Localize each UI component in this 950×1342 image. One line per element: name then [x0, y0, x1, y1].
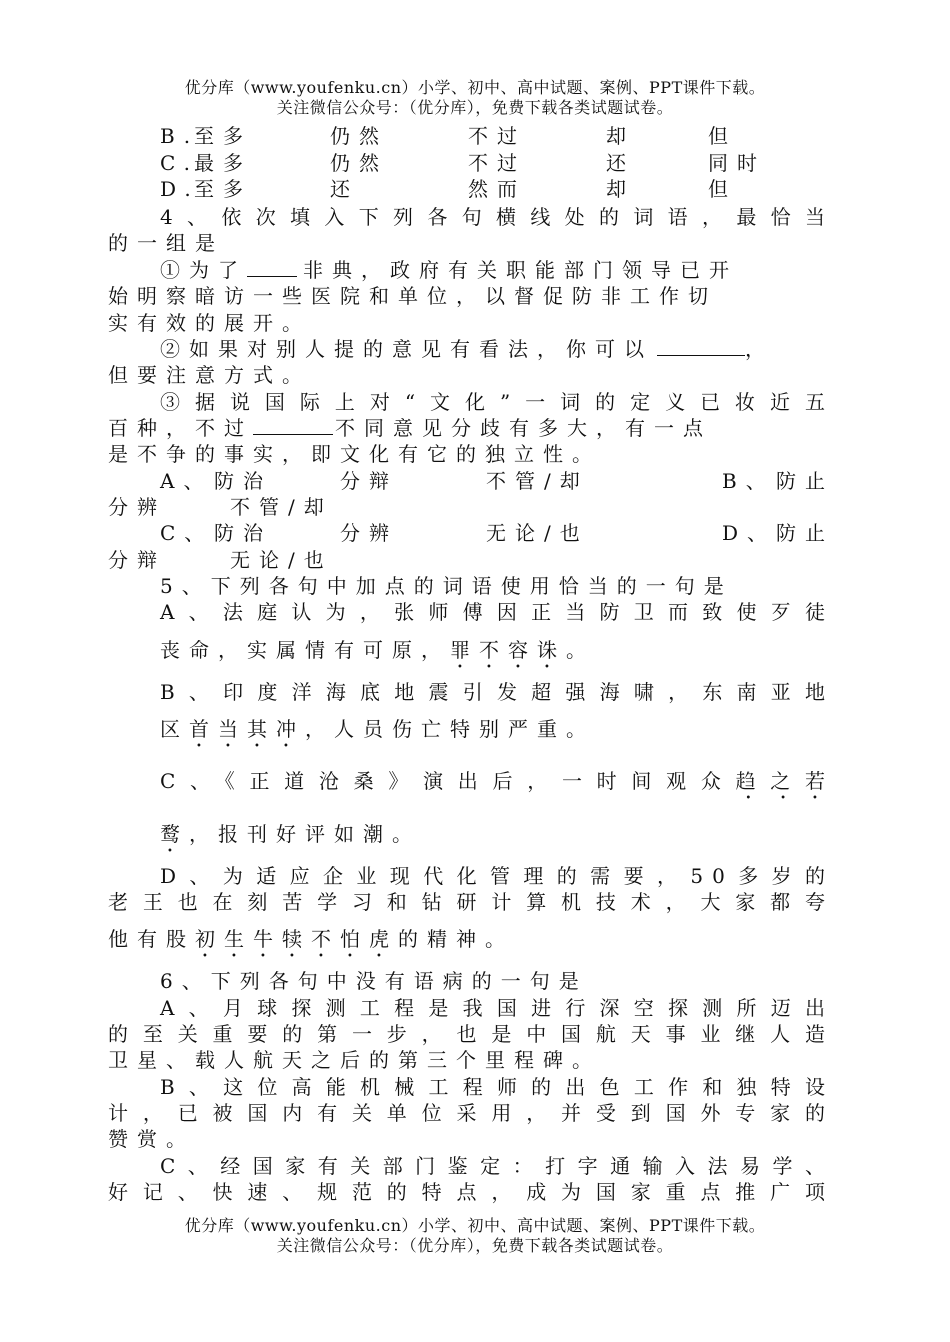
text: 区 [160, 717, 189, 741]
q3-option-cell: 却 [606, 177, 635, 201]
q4-sentence-3-end: 是不争的事实，即文化有它的独立性。 [108, 442, 601, 466]
text: ①为了 [160, 258, 247, 282]
option-label: C、 [160, 521, 214, 545]
option-cell: 防止 [776, 469, 834, 493]
text: 。 [566, 638, 595, 662]
q5-option-b-cont [160, 716, 834, 752]
q3-option-cell: 但 [708, 124, 737, 148]
q6-option-b-end: 赞赏。 [108, 1127, 195, 1151]
q4-sentence-1 [160, 257, 834, 283]
q3-option-cell: 不过 [468, 151, 526, 175]
q3-option-label: D. [160, 177, 200, 201]
q5-option-c-cont [160, 821, 834, 857]
text: ， [745, 337, 765, 361]
answer-blank [657, 337, 745, 356]
answer-blank [247, 258, 297, 277]
q4-sentence-3-cont [108, 415, 834, 441]
option-cell: 不管/却 [230, 495, 333, 519]
q3-option-cell: 然而 [468, 177, 526, 201]
q6-option-c-cont: 好记、快速、规范的特点，成为国家重点推广项 [108, 1180, 834, 1204]
q3-option-label: B. [160, 124, 200, 148]
text: ，报刊好评如潮。 [189, 822, 421, 846]
q3-option-label: C. [160, 151, 199, 175]
emphasized-phrase: 趋之若 [735, 769, 835, 793]
q3-option-cell: 至多 [194, 124, 252, 148]
q4-sentence-1-end: 实有效的展开。 [108, 311, 311, 335]
text: ②如果对别人提的意见有看法，你可以 [160, 337, 653, 361]
text: 的精神。 [398, 927, 514, 951]
q3-option-cell: 同时 [708, 151, 766, 175]
option-cell: 防治 [214, 469, 272, 493]
q5-option-c [160, 768, 834, 804]
header-line-1: 优分库（www.youfenku.cn）小学、初中、高中试题、案例、PPT课件下载。 [184, 78, 766, 97]
footer-line-1: 优分库（www.youfenku.cn）小学、初中、高中试题、案例、PPT课件下载。 [184, 1216, 766, 1235]
q6-option-a-cont: 的至关重要的第一步，也是中国航天事业继人造 [108, 1022, 834, 1046]
option-label: D、 [722, 521, 777, 545]
q3-option-cell: 还 [606, 151, 635, 175]
q4-sentence-2 [160, 336, 834, 362]
option-cell: 分辩 [108, 548, 166, 572]
q3-option-cell: 还 [330, 177, 359, 201]
q5-option-d-cont: 老王也在刻苦学习和钻研计算机技术，大家都夸 [108, 890, 834, 914]
option-cell: 分辨 [108, 495, 166, 519]
option-cell: 不管/却 [486, 469, 589, 493]
option-cell: 分辨 [340, 521, 398, 545]
emphasized-phrase: 首当其冲 [189, 717, 305, 741]
option-cell: 无论/也 [230, 548, 333, 572]
q5-stem: 5、下列各句中加点的词语使用恰当的一句是 [160, 574, 733, 598]
q4-stem-cont: 的一组是 [108, 231, 224, 255]
option-label: B、 [722, 469, 775, 493]
option-label: A、 [160, 469, 213, 493]
footer-line-2: 关注微信公众号：（优分库），免费下载各类试题试卷。 [276, 1236, 674, 1255]
q6-option-a-end: 卫星、载人航天之后的第三个里程碑。 [108, 1048, 601, 1072]
emphasized-phrase: 初生牛犊不怕虎 [195, 927, 398, 951]
header-line-2: 关注微信公众号：（优分库），免费下载各类试题试卷。 [276, 98, 674, 117]
q3-option-cell: 最多 [194, 151, 252, 175]
q6-option-b-cont: 计，已被国内有关单位采用，并受到国外专家的 [108, 1101, 834, 1125]
option-cell: 防治 [214, 521, 272, 545]
q4-stem: 4、依次填入下列各句横线处的词语，最恰当 [160, 205, 834, 229]
text: 丧命，实属情有可原， [160, 638, 450, 662]
emphasized-phrase: 罪不容诛 [450, 638, 566, 662]
q6-stem: 6、下列各句中没有语病的一句是 [160, 969, 588, 993]
q3-option-cell: 仍然 [330, 151, 388, 175]
q5-option-a-cont [160, 637, 834, 673]
text: 百种，不过 [108, 416, 253, 440]
option-cell: 分辩 [340, 469, 398, 493]
q4-sentence-2-cont: 但要注意方式。 [108, 363, 311, 387]
q5-option-b: B、印度洋海底地震引发超强海啸，东南亚地 [160, 680, 834, 704]
emphasized-phrase: 鹜 [160, 822, 189, 846]
text: C、《正道沧桑》演出后，一时间观众 [160, 769, 736, 793]
q3-option-cell: 仍然 [330, 124, 388, 148]
q3-option-cell: 不过 [468, 124, 526, 148]
q5-option-d-end [108, 926, 834, 962]
q3-option-cell: 至多 [194, 177, 252, 201]
q5-option-d: D、为适应企业现代化管理的需要，50多岁的 [160, 864, 834, 888]
text: 非典，政府有关职能部门领导已开 [303, 258, 738, 282]
option-cell: 无论/也 [486, 521, 589, 545]
q4-sentence-1-cont: 始明察暗访一些医院和单位，以督促防非工作切 [108, 284, 717, 308]
q6-option-c: C、经国家有关部门鉴定：打字通输入法易学、 [160, 1154, 834, 1178]
q3-option-cell: 却 [606, 124, 635, 148]
text: ，人员伤亡特别严重。 [305, 717, 595, 741]
q5-option-a: A、法庭认为，张师傅因正当防卫而致使歹徒 [160, 600, 834, 624]
q3-option-cell: 但 [708, 177, 737, 201]
q6-option-a: A、月球探测工程是我国进行深空探测所迈出 [160, 996, 834, 1020]
text: 他有股 [108, 927, 195, 951]
option-cell: 防止 [776, 521, 834, 545]
answer-blank [253, 416, 333, 435]
q6-option-b: B、这位高能机械工程师的出色工作和独特设 [160, 1075, 834, 1099]
text: 不同意见分歧有多大，有一点 [335, 416, 712, 440]
q4-sentence-3: ③据说国际上对“文化”一词的定义已妆近五 [160, 390, 834, 414]
